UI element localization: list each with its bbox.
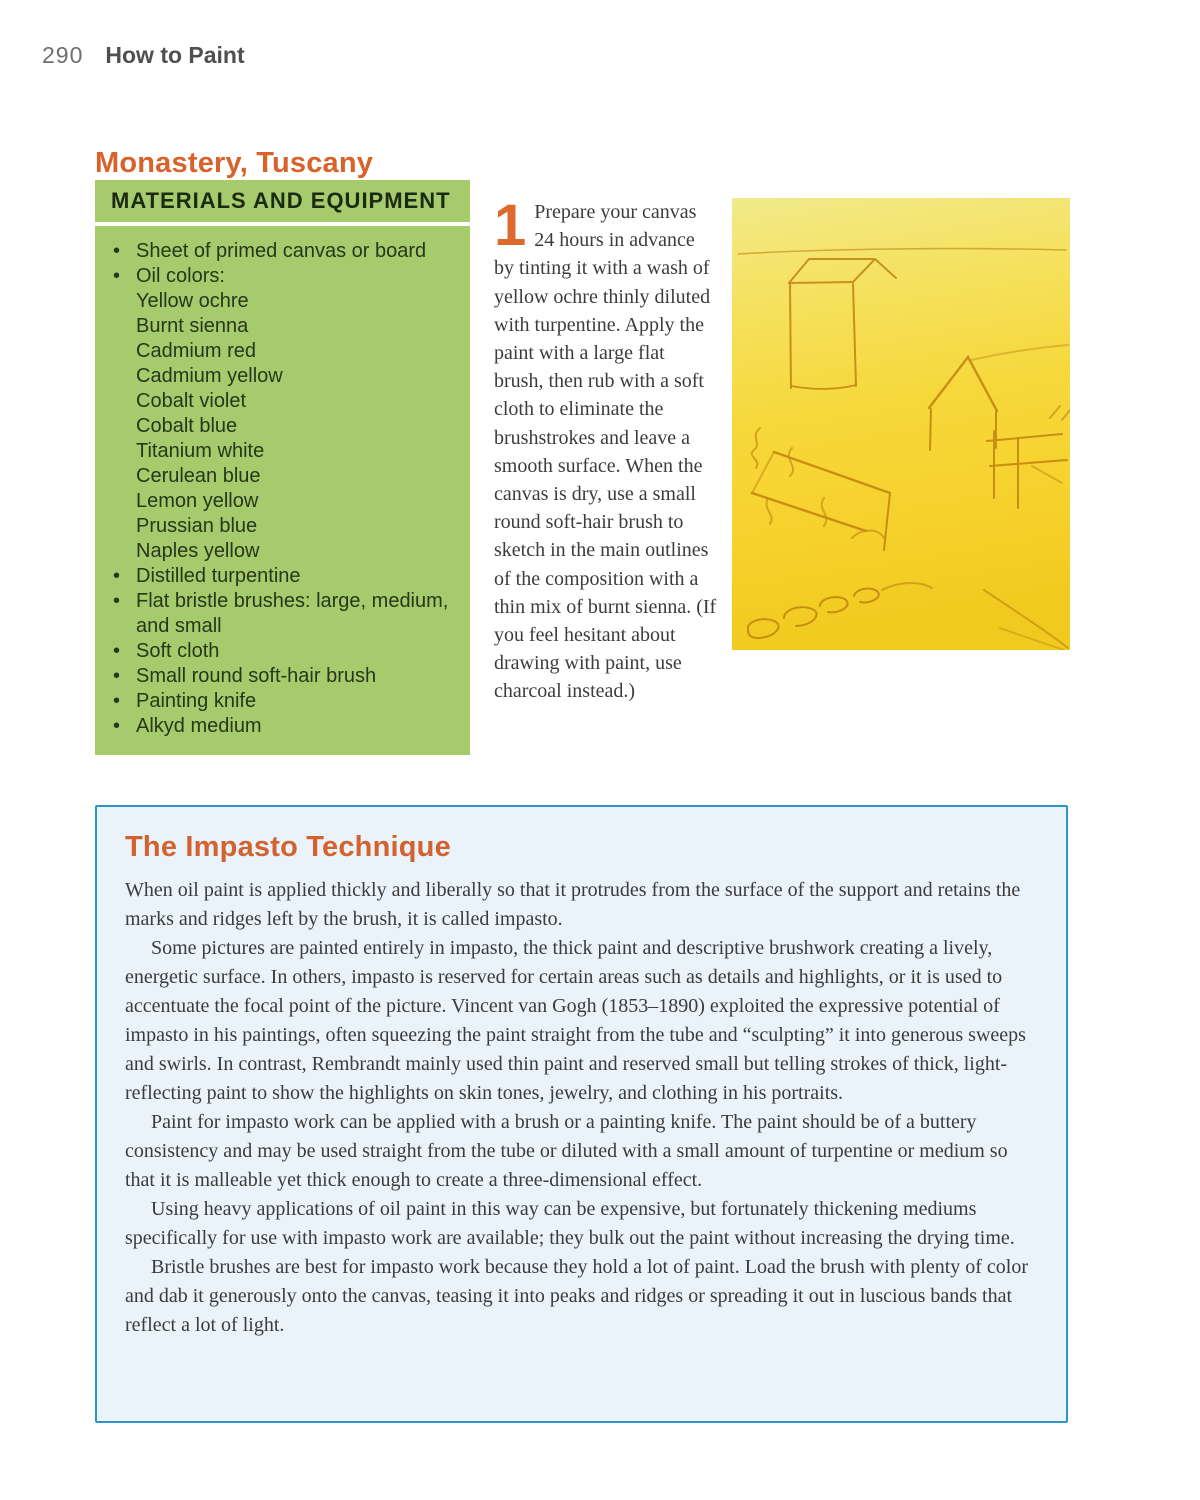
materials-list-item bbox=[111, 264, 458, 289]
callout-title: The Impasto Technique bbox=[125, 831, 451, 863]
book-title: How to Paint bbox=[105, 42, 245, 68]
callout-paragraph: Bristle brushes are best for impasto work because they hold a lot of paint. Load the brush with plenty of color and dab it generously onto the canvas, teasing it into peaks and ridges or spreading it out in luscious bands that reflect a lot of light. bbox=[125, 1256, 1029, 1336]
materials-item-label: Painting knife bbox=[136, 690, 257, 712]
bullet-icon bbox=[111, 464, 136, 489]
bullet-icon: • bbox=[113, 240, 121, 262]
materials-item-label: Cobalt blue bbox=[136, 415, 238, 437]
bullet-icon bbox=[111, 514, 136, 539]
callout-paragraph: Some pictures are painted entirely in impasto, the thick paint and descriptive brushwork creating a lively, energetic surface. In others, impasto is reserved for certain areas such as details and highlights, or it is used to accentuate the focal point of the picture. Vincent van Gogh (1853–1890) exploited the expressive potential of impasto in his paintings, often squeezing the paint straight from the tube and “sculpting” it into generous sweeps and swirls. In contrast, Rembrandt mainly used thin paint and reserved small but telling strokes of thick, light-reflecting paint to show the highlights on skin tones, jewelry, and clothing in his portraits. bbox=[125, 937, 1026, 1104]
page-number: 290 bbox=[42, 42, 84, 68]
materials-item-label: Cadmium yellow bbox=[136, 365, 283, 387]
bullet-icon: • bbox=[113, 265, 121, 287]
materials-list-item bbox=[111, 639, 458, 664]
callout-paragraph: When oil paint is applied thickly and liberally so that it protrudes from the surface of the support and retains the marks and ridges left by the brush, it is called impasto. bbox=[125, 879, 1021, 930]
materials-list-item bbox=[111, 289, 458, 314]
materials-list-item bbox=[111, 539, 458, 564]
bullet-icon: • bbox=[113, 715, 121, 737]
materials-list-item bbox=[111, 414, 458, 439]
materials-list-item bbox=[111, 489, 458, 514]
step-instruction-text: Prepare your canvas 24 hours in advance by tinting it with a wash of yellow ochre thinly diluted with turpentine. Apply the paint with a large flat brush, then rub with a soft cloth to eliminate the brushstrokes and leave a smooth surface. When the canvas is dry, use a small round soft-hair brush to sketch in the main outlines of the composition with a thin mix of burnt sienna. (If you feel hesitant about drawing with paint, use charcoal instead.) bbox=[494, 201, 717, 703]
bullet-icon bbox=[111, 489, 136, 514]
materials-item-label: Cadmium red bbox=[136, 340, 257, 362]
callout-paragraph: Paint for impasto work can be applied with a brush or a painting knife. The paint should be of a buttery consistency and may be used straight from the tube or diluted with a small amount of turpentine or medium so that it is malleable yet thick enough to create a three-dimensional effect. bbox=[125, 1111, 1008, 1191]
bullet-icon: • bbox=[113, 690, 121, 712]
materials-item-label: Soft cloth bbox=[136, 640, 220, 662]
section-title: Monastery, Tuscany bbox=[95, 147, 374, 180]
materials-list-item bbox=[111, 564, 458, 589]
bullet-icon: • bbox=[113, 640, 121, 662]
materials-item-label: Yellow ochre bbox=[136, 290, 249, 312]
bullet-icon bbox=[111, 389, 136, 414]
bullet-icon bbox=[111, 289, 136, 314]
materials-list-item bbox=[111, 439, 458, 464]
materials-list-item bbox=[111, 339, 458, 364]
bullet-icon: • bbox=[113, 565, 121, 587]
materials-list-item bbox=[111, 239, 458, 264]
bullet-icon bbox=[111, 364, 136, 389]
materials-item-label: Distilled turpentine bbox=[136, 565, 301, 587]
bullet-icon bbox=[111, 539, 136, 564]
materials-item-label: Sheet of primed canvas or board bbox=[136, 240, 427, 262]
materials-item-label: Cerulean blue bbox=[136, 465, 261, 487]
bullet-icon bbox=[111, 314, 136, 339]
materials-item-label: Oil colors: bbox=[136, 265, 225, 287]
step-1-canvas-sketch-image bbox=[732, 198, 1070, 650]
bullet-icon bbox=[111, 414, 136, 439]
materials-list-item bbox=[111, 514, 458, 539]
materials-panel bbox=[95, 180, 470, 755]
bullet-icon: • bbox=[113, 665, 121, 687]
materials-list-item bbox=[111, 389, 458, 414]
materials-list-item bbox=[111, 314, 458, 339]
bullet-icon: • bbox=[113, 590, 121, 612]
bullet-icon bbox=[111, 339, 136, 364]
materials-item-label: Lemon yellow bbox=[136, 490, 259, 512]
step-number: 1 bbox=[494, 193, 527, 258]
materials-list-item bbox=[111, 664, 458, 689]
materials-item-label: Cobalt violet bbox=[136, 390, 247, 412]
materials-item-label: Titanium white bbox=[136, 440, 265, 462]
impasto-technique-callout bbox=[95, 805, 1068, 1423]
callout-body bbox=[125, 876, 1038, 1340]
materials-panel-header: MATERIALS AND EQUIPMENT bbox=[95, 180, 470, 222]
materials-list-item bbox=[111, 364, 458, 389]
materials-item-label: Alkyd medium bbox=[136, 715, 262, 737]
materials-list-item bbox=[111, 689, 458, 714]
bullet-icon bbox=[111, 439, 136, 464]
materials-item-label: Prussian blue bbox=[136, 515, 258, 537]
materials-item-label: Naples yellow bbox=[136, 540, 260, 562]
materials-item-label: Burnt sienna bbox=[136, 315, 249, 337]
materials-list bbox=[95, 226, 470, 755]
materials-item-label: Small round soft-hair brush bbox=[136, 665, 377, 687]
materials-list-item bbox=[111, 464, 458, 489]
materials-list-item bbox=[111, 714, 458, 739]
materials-list-item bbox=[111, 589, 458, 639]
materials-item-label: Flat bristle brushes: large, medium, and small bbox=[136, 590, 449, 637]
running-head bbox=[42, 42, 245, 69]
step-1-section bbox=[494, 193, 1070, 706]
callout-paragraph: Using heavy applications of oil paint in this way can be expensive, but fortunately thickening mediums specifically for use with impasto work are available; they bulk out the paint without increasing the drying time. bbox=[125, 1198, 1015, 1249]
